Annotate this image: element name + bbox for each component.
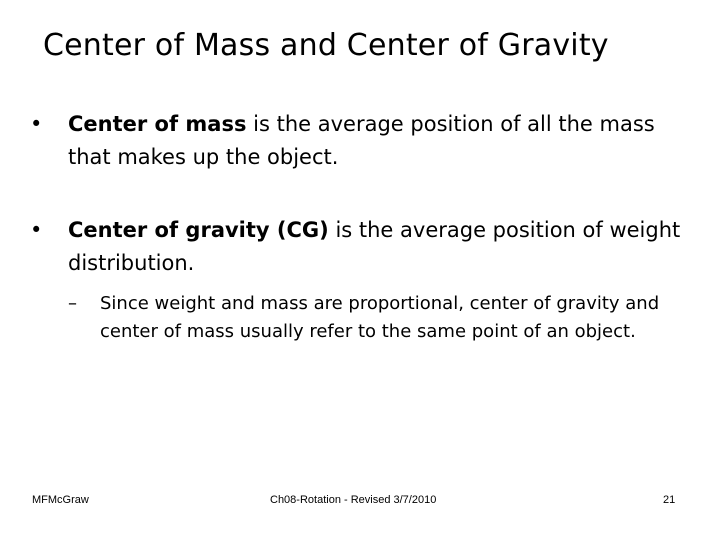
term-center-of-mass: Center of mass bbox=[68, 112, 247, 136]
bullet-marker: • bbox=[30, 112, 43, 136]
bullet-center-of-gravity bbox=[28, 214, 693, 346]
slide-title: Center of Mass and Center of Gravity bbox=[43, 28, 609, 63]
definition-center-of-gravity: is the average position of weight distribution. bbox=[68, 218, 681, 275]
sub-bullet-proportional bbox=[68, 290, 660, 346]
sub-bullet-list bbox=[68, 290, 693, 346]
term-center-of-gravity: Center of gravity (CG) bbox=[68, 218, 329, 242]
footer-page-number: 21 bbox=[663, 494, 676, 506]
footer-author: MFMcGraw bbox=[32, 494, 89, 506]
sub-bullet-text: Since weight and mass are proportional, center of gravity and center of mass usually refer to the same point of an object. bbox=[100, 293, 660, 342]
bullet-marker: • bbox=[30, 218, 43, 242]
sub-bullet-marker: – bbox=[68, 293, 77, 314]
bullet-center-of-mass bbox=[28, 108, 693, 174]
footer-course: Ch08-Rotation - Revised 3/7/2010 bbox=[270, 494, 437, 506]
bullet-list bbox=[28, 108, 693, 346]
definition-center-of-mass: is the average position of all the mass that makes up the object. bbox=[68, 112, 655, 169]
